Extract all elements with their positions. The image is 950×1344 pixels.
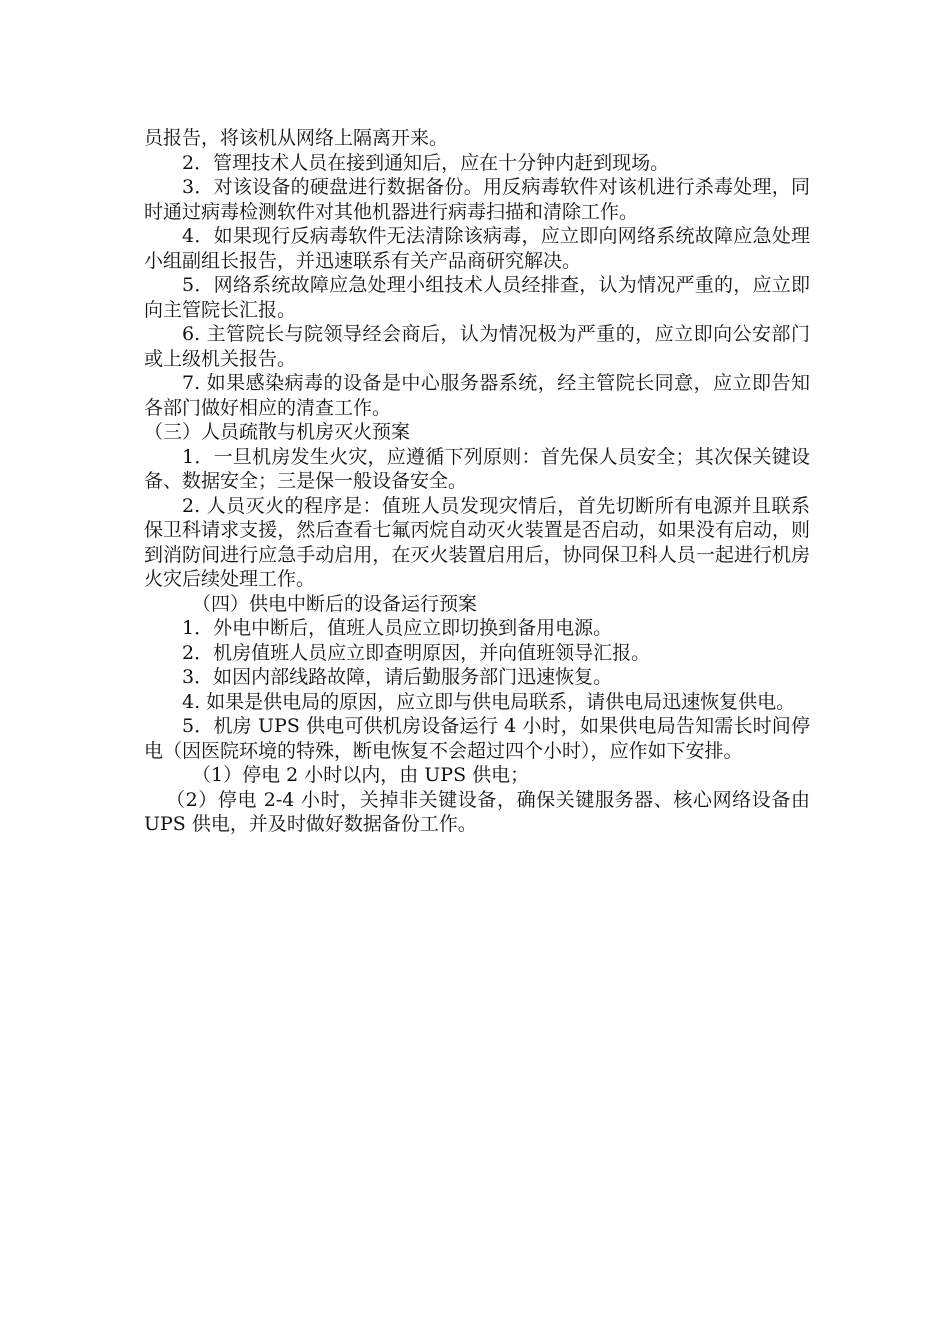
paragraph: 5．网络系统故障应急处理小组技术人员经排查，认为情况严重的，应立即向主管院长汇报。 [144,274,810,321]
paragraph: 6. 主管院长与院领导经会商后，认为情况极为严重的，应立即向公安部门或上级机关报告。 [144,323,810,370]
paragraph: 4. 如果是供电局的原因，应立即与供电局联系，请供电局迅速恢复供电。 [182,690,796,713]
list-item: （2）停电 2-4 小时，关掉非关键设备，确保关键服务器、核心网络设备由 UPS 供电，并及时做好数据备份工作。 [144,788,810,835]
section-heading: （四）供电中断后的设备运行预案 [192,592,478,615]
paragraph: 3．如因内部线路故障，请后勤服务部门迅速恢复。 [182,666,613,688]
paragraph: 5．机房 UPS 供电可供机房设备运行 4 小时，如果供电局告知需长时间停电（因医院环境的特殊，断电恢复不会超过四个小时），应作如下安排。 [144,715,810,762]
list-item: （1）停电 2 小时以内，由 UPS 供电； [192,764,530,786]
document-body [144,126,810,837]
paragraph: 1．外电中断后，值班人员应立即切换到备用电源。 [182,617,613,639]
paragraph: 1．一旦机房发生火灾，应遵循下列原则：首先保人员安全；其次保关键设备、数据安全；三是保一般设备安全。 [144,445,810,492]
paragraph: 2．机房值班人员应立即查明原因，并向值班领导汇报。 [182,641,651,664]
section-heading: （三）人员疏散与机房灭火预案 [144,421,411,443]
paragraph: 3．对该设备的硬盘进行数据备份。用反病毒软件对该机进行杀毒处理，同时通过病毒检测软件对其他机器进行病毒扫描和清除工作。 [144,176,810,223]
paragraph: 2．管理技术人员在接到通知后，应在十分钟内赶到现场。 [182,151,670,174]
paragraph: 2. 人员灭火的程序是：值班人员发现灾情后，首先切断所有电源并且联系保卫科请求支援，然后查看七氟丙烷自动灭火装置是否启动，如果没有启动，则到消防间进行应急手动启用，在灭火装置启用后，协同保卫科人员一起进行机房火灾后续处理工作。 [144,494,810,590]
paragraph: 7. 如果感染病毒的设备是中心服务器系统，经主管院长同意，应立即告知各部门做好相应的清查工作。 [144,372,810,419]
paragraph: 员报告，将该机从网络上隔离开来。 [144,127,449,149]
paragraph: 4．如果现行反病毒软件无法清除该病毒，应立即向网络系统故障应急处理小组副组长报告，并迅速联系有关产品商研究解决。 [144,225,810,272]
